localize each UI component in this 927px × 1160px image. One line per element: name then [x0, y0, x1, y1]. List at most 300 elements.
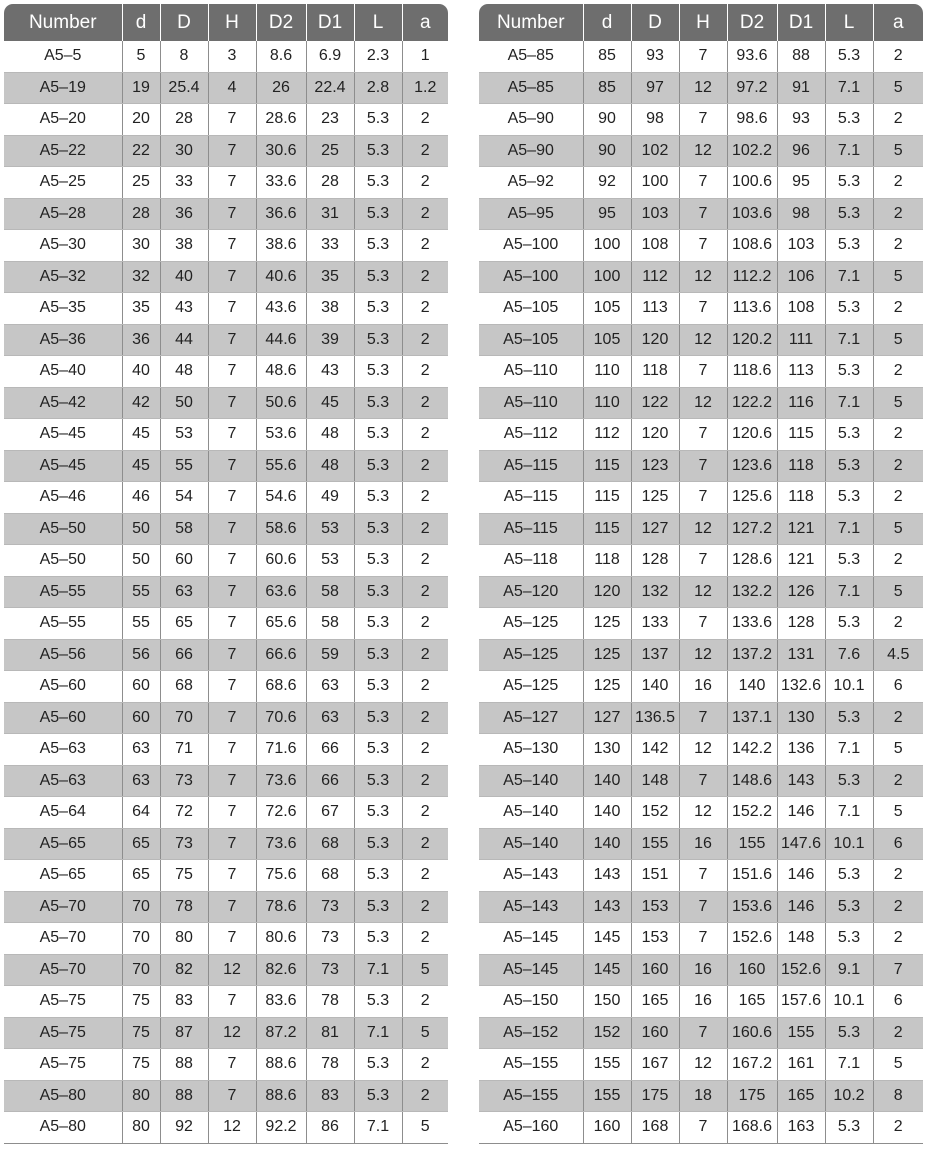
- cell-L: 5.3: [354, 734, 402, 766]
- cell-D: 58: [160, 513, 208, 545]
- cell-H: 7: [679, 198, 727, 230]
- table-row: [4, 293, 448, 325]
- cell-D1: 49: [306, 482, 354, 514]
- cell-D2: 93.6: [727, 41, 777, 72]
- cell-L: 5.3: [354, 765, 402, 797]
- table-row: [479, 482, 923, 514]
- cell-D2: 33.6: [256, 167, 306, 199]
- cell-H: 16: [679, 671, 727, 703]
- cell-number: A5–70: [4, 954, 122, 986]
- cell-D2: 168.6: [727, 1112, 777, 1144]
- cell-a: 5: [402, 954, 448, 986]
- cell-L: 5.3: [825, 356, 873, 388]
- cell-a: 2: [402, 198, 448, 230]
- cell-D: 120: [631, 324, 679, 356]
- cell-d: 145: [583, 954, 631, 986]
- cell-D2: 30.6: [256, 135, 306, 167]
- cell-D1: 73: [306, 923, 354, 955]
- cell-L: 5.3: [354, 923, 402, 955]
- cell-d: 90: [583, 135, 631, 167]
- cell-d: 140: [583, 765, 631, 797]
- cell-number: A5–63: [4, 765, 122, 797]
- cell-D: 112: [631, 261, 679, 293]
- table-row: [4, 1080, 448, 1112]
- cell-L: 5.3: [354, 198, 402, 230]
- table-row: [479, 72, 923, 104]
- cell-L: 10.1: [825, 671, 873, 703]
- cell-D1: 161: [777, 1049, 825, 1081]
- cell-H: 7: [679, 419, 727, 451]
- cell-L: 5.3: [825, 419, 873, 451]
- cell-H: 12: [208, 1017, 256, 1049]
- cell-d: 45: [122, 450, 160, 482]
- cell-D1: 68: [306, 860, 354, 892]
- cell-a: 2: [402, 923, 448, 955]
- table-row: [4, 734, 448, 766]
- cell-D1: 121: [777, 545, 825, 577]
- cell-D: 165: [631, 986, 679, 1018]
- cell-number: A5–45: [4, 450, 122, 482]
- cell-D1: 103: [777, 230, 825, 262]
- cell-d: 60: [122, 671, 160, 703]
- cell-d: 70: [122, 954, 160, 986]
- cell-D2: 122.2: [727, 387, 777, 419]
- cell-D: 122: [631, 387, 679, 419]
- cell-a: 2: [873, 608, 923, 640]
- cell-D: 54: [160, 482, 208, 514]
- cell-number: A5–22: [4, 135, 122, 167]
- cell-D2: 26: [256, 72, 306, 104]
- cell-a: 2: [402, 324, 448, 356]
- cell-L: 7.1: [825, 513, 873, 545]
- cell-D2: 175: [727, 1080, 777, 1112]
- cell-D1: 146: [777, 891, 825, 923]
- cell-D: 100: [631, 167, 679, 199]
- cell-D1: 146: [777, 797, 825, 829]
- cell-d: 130: [583, 734, 631, 766]
- table-header: [4, 4, 448, 41]
- cell-a: 5: [873, 797, 923, 829]
- table-row: [479, 324, 923, 356]
- cell-D1: 106: [777, 261, 825, 293]
- cell-d: 80: [122, 1080, 160, 1112]
- cell-D: 153: [631, 891, 679, 923]
- cell-d: 20: [122, 104, 160, 136]
- cell-D: 82: [160, 954, 208, 986]
- cell-D: 168: [631, 1112, 679, 1144]
- cell-D2: 167.2: [727, 1049, 777, 1081]
- cell-L: 5.3: [354, 576, 402, 608]
- cell-D2: 153.6: [727, 891, 777, 923]
- table-row: [479, 860, 923, 892]
- cell-number: A5–42: [4, 387, 122, 419]
- cell-number: A5–55: [4, 608, 122, 640]
- cell-number: A5–120: [479, 576, 583, 608]
- cell-D2: 71.6: [256, 734, 306, 766]
- table-row: [479, 41, 923, 72]
- cell-D2: 88.6: [256, 1049, 306, 1081]
- cell-a: 2: [402, 450, 448, 482]
- cell-D: 60: [160, 545, 208, 577]
- cell-L: 7.1: [825, 387, 873, 419]
- cell-D1: 73: [306, 954, 354, 986]
- cell-d: 75: [122, 1017, 160, 1049]
- cell-D: 93: [631, 41, 679, 72]
- cell-number: A5–100: [479, 261, 583, 293]
- cell-number: A5–115: [479, 450, 583, 482]
- cell-L: 5.3: [354, 828, 402, 860]
- cell-D2: 137.2: [727, 639, 777, 671]
- cell-d: 112: [583, 419, 631, 451]
- cell-d: 140: [583, 828, 631, 860]
- cell-L: 10.1: [825, 986, 873, 1018]
- cell-D1: 121: [777, 513, 825, 545]
- cell-L: 5.3: [825, 293, 873, 325]
- table-row: [4, 986, 448, 1018]
- cell-number: A5–45: [4, 419, 122, 451]
- cell-D: 87: [160, 1017, 208, 1049]
- cell-a: 2: [402, 702, 448, 734]
- cell-H: 7: [679, 923, 727, 955]
- cell-a: 2: [402, 765, 448, 797]
- col-header-D1: D1: [777, 4, 825, 41]
- col-header-H: H: [208, 4, 256, 41]
- cell-L: 5.3: [825, 104, 873, 136]
- cell-H: 7: [208, 576, 256, 608]
- cell-a: 6: [873, 671, 923, 703]
- cell-H: 7: [679, 41, 727, 72]
- cell-number: A5–145: [479, 923, 583, 955]
- table-row: [479, 828, 923, 860]
- cell-number: A5–160: [479, 1112, 583, 1144]
- cell-number: A5–46: [4, 482, 122, 514]
- cell-D1: 23: [306, 104, 354, 136]
- cell-L: 7.1: [825, 1049, 873, 1081]
- cell-a: 5: [402, 1112, 448, 1144]
- cell-d: 65: [122, 860, 160, 892]
- cell-a: 1: [402, 41, 448, 72]
- cell-H: 12: [679, 639, 727, 671]
- cell-D1: 39: [306, 324, 354, 356]
- cell-L: 5.3: [825, 1112, 873, 1144]
- table-row: [479, 513, 923, 545]
- cell-d: 118: [583, 545, 631, 577]
- cell-H: 7: [208, 639, 256, 671]
- cell-d: 56: [122, 639, 160, 671]
- cell-d: 152: [583, 1017, 631, 1049]
- cell-H: 18: [679, 1080, 727, 1112]
- cell-a: 2: [402, 356, 448, 388]
- cell-a: 5: [873, 72, 923, 104]
- cell-H: 7: [208, 104, 256, 136]
- cell-L: 10.2: [825, 1080, 873, 1112]
- cell-D2: 103.6: [727, 198, 777, 230]
- cell-D2: 88.6: [256, 1080, 306, 1112]
- cell-a: 5: [873, 513, 923, 545]
- cell-D: 70: [160, 702, 208, 734]
- cell-H: 16: [679, 828, 727, 860]
- cell-D2: 78.6: [256, 891, 306, 923]
- cell-a: 2: [402, 639, 448, 671]
- cell-D1: 45: [306, 387, 354, 419]
- cell-D1: 73: [306, 891, 354, 923]
- cell-number: A5–55: [4, 576, 122, 608]
- cell-L: 5.3: [354, 797, 402, 829]
- cell-number: A5–56: [4, 639, 122, 671]
- cell-number: A5–105: [479, 293, 583, 325]
- cell-D2: 82.6: [256, 954, 306, 986]
- cell-number: A5–60: [4, 671, 122, 703]
- cell-number: A5–65: [4, 860, 122, 892]
- cell-D1: 78: [306, 986, 354, 1018]
- table-row: [4, 860, 448, 892]
- cell-H: 7: [208, 450, 256, 482]
- cell-D2: 36.6: [256, 198, 306, 230]
- cell-D1: 118: [777, 450, 825, 482]
- col-header-L: L: [354, 4, 402, 41]
- cell-L: 5.3: [825, 702, 873, 734]
- cell-a: 2: [402, 797, 448, 829]
- cell-D: 88: [160, 1049, 208, 1081]
- cell-d: 105: [583, 293, 631, 325]
- cell-d: 105: [583, 324, 631, 356]
- cell-number: A5–143: [479, 891, 583, 923]
- cell-D1: 118: [777, 482, 825, 514]
- cell-a: 2: [873, 860, 923, 892]
- cell-L: 7.1: [354, 1017, 402, 1049]
- cell-number: A5–19: [4, 72, 122, 104]
- table-row: [479, 387, 923, 419]
- cell-H: 12: [208, 954, 256, 986]
- cell-L: 2.3: [354, 41, 402, 72]
- cell-D2: 50.6: [256, 387, 306, 419]
- table-row: [479, 608, 923, 640]
- cell-number: A5–70: [4, 923, 122, 955]
- cell-L: 10.1: [825, 828, 873, 860]
- spec-table-left: [4, 4, 448, 1144]
- cell-a: 5: [402, 1017, 448, 1049]
- cell-L: 7.1: [354, 954, 402, 986]
- cell-H: 7: [679, 450, 727, 482]
- cell-D2: 38.6: [256, 230, 306, 262]
- table-row: [479, 639, 923, 671]
- cell-D1: 35: [306, 261, 354, 293]
- cell-D1: 88: [777, 41, 825, 72]
- cell-a: 2: [402, 986, 448, 1018]
- cell-H: 12: [208, 1112, 256, 1144]
- table-row: [479, 135, 923, 167]
- cell-a: 2: [873, 41, 923, 72]
- table-row: [4, 356, 448, 388]
- cell-d: 125: [583, 671, 631, 703]
- table-row: [479, 576, 923, 608]
- cell-D: 123: [631, 450, 679, 482]
- cell-D: 78: [160, 891, 208, 923]
- cell-d: 150: [583, 986, 631, 1018]
- cell-d: 115: [583, 482, 631, 514]
- cell-number: A5–85: [479, 72, 583, 104]
- cell-D: 151: [631, 860, 679, 892]
- cell-D: 48: [160, 356, 208, 388]
- cell-H: 7: [679, 356, 727, 388]
- table-row: [4, 1017, 448, 1049]
- cell-a: 8: [873, 1080, 923, 1112]
- cell-D2: 137.1: [727, 702, 777, 734]
- cell-D2: 100.6: [727, 167, 777, 199]
- cell-D2: 120.2: [727, 324, 777, 356]
- table-row: [4, 230, 448, 262]
- cell-D1: 163: [777, 1112, 825, 1144]
- cell-D: 53: [160, 419, 208, 451]
- cell-a: 2: [873, 545, 923, 577]
- cell-D2: 63.6: [256, 576, 306, 608]
- cell-number: A5–36: [4, 324, 122, 356]
- cell-D1: 146: [777, 860, 825, 892]
- cell-D: 66: [160, 639, 208, 671]
- cell-H: 12: [679, 513, 727, 545]
- cell-D2: 165: [727, 986, 777, 1018]
- header-row: [4, 4, 448, 41]
- cell-D2: 118.6: [727, 356, 777, 388]
- cell-number: A5–20: [4, 104, 122, 136]
- cell-d: 32: [122, 261, 160, 293]
- table-row: [479, 104, 923, 136]
- table-row: [4, 1112, 448, 1144]
- cell-D: 108: [631, 230, 679, 262]
- cell-a: 6: [873, 828, 923, 860]
- cell-L: 5.3: [354, 891, 402, 923]
- cell-D1: 28: [306, 167, 354, 199]
- cell-a: 2: [402, 167, 448, 199]
- cell-H: 7: [679, 230, 727, 262]
- cell-D: 137: [631, 639, 679, 671]
- cell-L: 7.1: [825, 734, 873, 766]
- cell-d: 25: [122, 167, 160, 199]
- cell-D1: 98: [777, 198, 825, 230]
- cell-H: 12: [679, 797, 727, 829]
- cell-H: 7: [208, 482, 256, 514]
- table-row: [479, 450, 923, 482]
- cell-a: 2: [402, 513, 448, 545]
- cell-H: 7: [208, 860, 256, 892]
- table-row: [4, 828, 448, 860]
- cell-D: 160: [631, 1017, 679, 1049]
- cell-a: 6: [873, 986, 923, 1018]
- cell-D: 167: [631, 1049, 679, 1081]
- cell-a: 7: [873, 954, 923, 986]
- cell-d: 65: [122, 828, 160, 860]
- cell-number: A5–155: [479, 1049, 583, 1081]
- cell-a: 2: [402, 135, 448, 167]
- cell-L: 5.3: [825, 765, 873, 797]
- cell-D: 120: [631, 419, 679, 451]
- cell-H: 7: [679, 1112, 727, 1144]
- cell-D2: 58.6: [256, 513, 306, 545]
- cell-number: A5–92: [479, 167, 583, 199]
- cell-d: 115: [583, 450, 631, 482]
- cell-L: 7.1: [825, 72, 873, 104]
- cell-number: A5–64: [4, 797, 122, 829]
- col-header-H: H: [679, 4, 727, 41]
- cell-number: A5–127: [479, 702, 583, 734]
- cell-number: A5–143: [479, 860, 583, 892]
- cell-D1: 66: [306, 765, 354, 797]
- cell-number: A5–75: [4, 986, 122, 1018]
- cell-a: 2: [873, 198, 923, 230]
- table-row: [4, 671, 448, 703]
- cell-D2: 40.6: [256, 261, 306, 293]
- cell-a: 2: [402, 608, 448, 640]
- cell-d: 64: [122, 797, 160, 829]
- cell-a: 5: [873, 1049, 923, 1081]
- cell-L: 9.1: [825, 954, 873, 986]
- table-row: [479, 419, 923, 451]
- cell-D2: 140: [727, 671, 777, 703]
- cell-D2: 160: [727, 954, 777, 986]
- cell-d: 155: [583, 1080, 631, 1112]
- cell-L: 7.1: [825, 797, 873, 829]
- cell-a: 2: [873, 419, 923, 451]
- cell-number: A5–32: [4, 261, 122, 293]
- cell-a: 2: [873, 1017, 923, 1049]
- cell-D: 128: [631, 545, 679, 577]
- cell-a: 2: [402, 891, 448, 923]
- cell-number: A5–125: [479, 671, 583, 703]
- cell-D: 63: [160, 576, 208, 608]
- cell-d: 70: [122, 923, 160, 955]
- cell-D1: 116: [777, 387, 825, 419]
- cell-D1: 67: [306, 797, 354, 829]
- cell-D1: 95: [777, 167, 825, 199]
- cell-number: A5–118: [479, 545, 583, 577]
- cell-d: 110: [583, 356, 631, 388]
- table-row: [4, 104, 448, 136]
- cell-H: 12: [679, 72, 727, 104]
- cell-D1: 66: [306, 734, 354, 766]
- cell-number: A5–70: [4, 891, 122, 923]
- cell-a: 2: [402, 1049, 448, 1081]
- cell-D2: 44.6: [256, 324, 306, 356]
- cell-number: A5–40: [4, 356, 122, 388]
- cell-H: 7: [679, 482, 727, 514]
- cell-D: 80: [160, 923, 208, 955]
- table-row: [479, 293, 923, 325]
- cell-L: 2.8: [354, 72, 402, 104]
- cell-D2: 98.6: [727, 104, 777, 136]
- cell-H: 3: [208, 41, 256, 72]
- cell-a: 2: [873, 482, 923, 514]
- table-row: [4, 702, 448, 734]
- cell-a: 2: [873, 923, 923, 955]
- cell-D2: 70.6: [256, 702, 306, 734]
- cell-L: 5.3: [354, 230, 402, 262]
- cell-D1: 86: [306, 1112, 354, 1144]
- cell-d: 36: [122, 324, 160, 356]
- cell-number: A5–95: [479, 198, 583, 230]
- cell-D: 88: [160, 1080, 208, 1112]
- cell-H: 7: [208, 261, 256, 293]
- cell-d: 145: [583, 923, 631, 955]
- cell-D: 73: [160, 765, 208, 797]
- cell-D2: 97.2: [727, 72, 777, 104]
- cell-L: 5.3: [354, 104, 402, 136]
- table-row: [4, 576, 448, 608]
- cell-H: 4: [208, 72, 256, 104]
- cell-D2: 155: [727, 828, 777, 860]
- cell-number: A5–5: [4, 41, 122, 72]
- cell-number: A5–140: [479, 797, 583, 829]
- cell-number: A5–155: [479, 1080, 583, 1112]
